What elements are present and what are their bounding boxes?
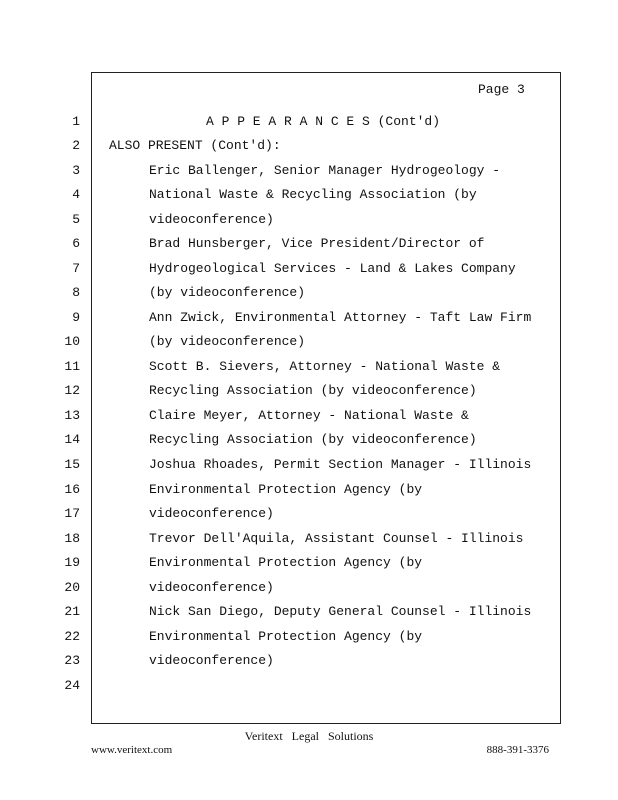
transcript-line: (by videoconference) xyxy=(149,285,306,300)
transcript-line: videoconference) xyxy=(149,212,274,227)
line-number: 1 xyxy=(72,114,80,129)
transcript-line: Joshua Rhoades, Permit Section Manager - Illinois xyxy=(149,457,532,472)
line-number: 11 xyxy=(64,359,80,374)
transcript-line: Environmental Protection Agency (by xyxy=(149,555,423,570)
line-number: 19 xyxy=(64,555,80,570)
line-number: 8 xyxy=(72,285,80,300)
line-number: 3 xyxy=(72,163,80,178)
line-number: 14 xyxy=(64,432,80,447)
line-number: 9 xyxy=(72,310,80,325)
footer-company: Veritext Legal Solutions xyxy=(244,729,374,743)
page-number: Page 3 xyxy=(478,82,525,97)
line-number: 15 xyxy=(64,457,80,472)
line-number: 7 xyxy=(72,261,80,276)
line-number: 13 xyxy=(64,408,80,423)
transcript-line: Nick San Diego, Deputy General Counsel - Illinois xyxy=(149,604,532,619)
transcript-line: Environmental Protection Agency (by xyxy=(149,482,423,497)
transcript-line: Environmental Protection Agency (by xyxy=(149,629,423,644)
also-present-label: ALSO PRESENT (Cont'd): xyxy=(109,138,281,153)
footer-website: www.veritext.com xyxy=(91,744,173,756)
line-number: 24 xyxy=(64,678,80,693)
line-number: 20 xyxy=(64,580,80,595)
line-number: 6 xyxy=(72,236,80,251)
transcript-line: (by videoconference) xyxy=(149,334,306,349)
transcript-line: Scott B. Sievers, Attorney - National Waste & xyxy=(149,359,501,374)
line-number: 10 xyxy=(64,334,80,349)
footer-phone: 888-391-3376 xyxy=(486,744,549,756)
transcript-line: Recycling Association (by videoconference) xyxy=(149,432,477,447)
line-number: 17 xyxy=(64,506,80,521)
line-number: 18 xyxy=(64,531,80,546)
line-number: 23 xyxy=(64,653,80,668)
line-number: 16 xyxy=(64,482,80,497)
appearances-heading: A P P E A R A N C E S (Cont'd) xyxy=(206,114,441,129)
transcript-line: Trevor Dell'Aquila, Assistant Counsel - Illinois xyxy=(149,531,524,546)
transcript-line: Brad Hunsberger, Vice President/Director of xyxy=(149,236,485,251)
transcript-line: Recycling Association (by videoconference) xyxy=(149,383,477,398)
line-number: 22 xyxy=(64,629,80,644)
transcript-line: videoconference) xyxy=(149,653,274,668)
line-number: 2 xyxy=(72,138,80,153)
line-number: 5 xyxy=(72,212,80,227)
transcript-line: Claire Meyer, Attorney - National Waste & xyxy=(149,408,469,423)
transcript-line: Hydrogeological Services - Land & Lakes Company xyxy=(149,261,516,276)
transcript-line: videoconference) xyxy=(149,506,274,521)
transcript-line: National Waste & Recycling Association (by xyxy=(149,187,477,202)
line-number: 4 xyxy=(72,187,80,202)
transcript-line: Ann Zwick, Environmental Attorney - Taft Law Firm xyxy=(149,310,532,325)
line-number: 12 xyxy=(64,383,80,398)
line-number: 21 xyxy=(64,604,80,619)
transcript-line: Eric Ballenger, Senior Manager Hydrogeology - xyxy=(149,163,501,178)
transcript-line: videoconference) xyxy=(149,580,274,595)
